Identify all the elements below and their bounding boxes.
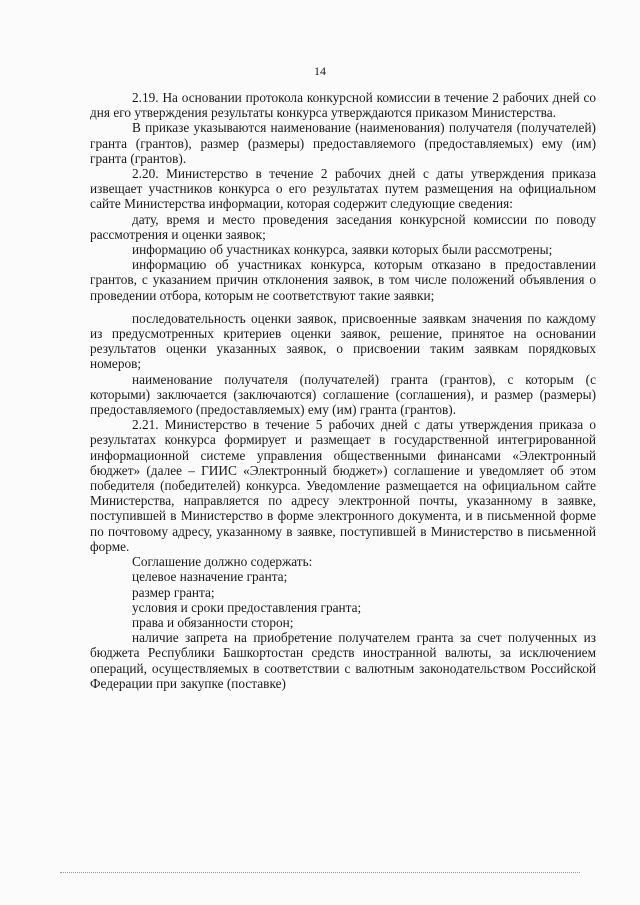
paragraph-order-contents: В приказе указываются наименование (наименования) получателя (получателей) гранта (грантов), размер (размеры) предоставляемого (предоставляемых) ему (им) гранта (грантов). bbox=[90, 120, 596, 166]
paragraph-2-20: 2.20. Министерство в течение 2 рабочих дней с даты утверждения приказа извещает участников конкурса о его результатах путем размещения на официальном сайте Министерства информации, которая содержит следующие сведения: bbox=[90, 166, 596, 212]
list-item-grant-amount: размер гранта; bbox=[132, 584, 215, 600]
document-body bbox=[90, 90, 596, 691]
paragraph-2-21: 2.21. Министерство в течение 5 рабочих дней с даты утверждения приказа о результатах конкурса формирует и размещает в государственной интегрированной информационной системе управления общественными финансами «Электронный бюджет» (далее – ГИИС «Электронный бюджет») соглашение и уведомляет об этом победителя (победителей) конкурса. Уведомление размещается на официальном сайте Министерства, направляется по адресу электронной почты, указанному в заявке, поступившей в Министерство в форме электронного документа, и в письменной форме по почтовому адресу, указанному в заявке, поступившей в Министерство в письменной форме. bbox=[90, 417, 596, 554]
list-item-grant-terms: условия и сроки предоставления гранта; bbox=[132, 599, 362, 615]
page-number: 14 bbox=[314, 64, 326, 78]
list-item-grant-purpose: целевое назначение гранта; bbox=[132, 569, 288, 585]
paragraph-2-19: 2.19. На основании протокола конкурсной комиссии в течение 2 рабочих дней со дня его утверждения результаты конкурса утверждаются приказом Министерства. bbox=[90, 90, 596, 121]
paragraph-agreement-contents: Соглашение должно содержать: bbox=[132, 554, 313, 570]
list-item-meeting-date: дату, время и место проведения заседания конкурсной комиссии по поводу рассмотрения и оценки заявок; bbox=[90, 211, 596, 242]
list-item-participants-reviewed: информацию об участниках конкурса, заявки которых были рассмотрены; bbox=[132, 242, 553, 258]
list-item-grant-recipients: наименование получателя (получателей) гранта (грантов), с которым (с которыми) заключается (заключаются) соглашение (соглашения), и размер (размеры) предоставляемого (предоставляемых) ему (им) гранта (грантов). bbox=[90, 371, 596, 418]
list-item-currency-ban: наличие запрета на приобретение получателем гранта за счет полученных из бюджета Республики Башкортостан средств иностранной валюты, за исключением операций, осуществляемых в соответствии с валютным законодательством Российской Федерации при закупке (поставке) bbox=[90, 630, 596, 691]
list-item-rights-obligations: права и обязанности сторон; bbox=[132, 614, 294, 630]
scan-artifact-line bbox=[60, 872, 580, 873]
list-item-participants-rejected: информацию об участниках конкурса, которым отказано в предоставлении грантов, с указанием причин отклонения заявок, в том числе положений объявления о проведении отбора, которым не соответствуют такие заявки; bbox=[90, 257, 596, 303]
list-item-evaluation-sequence: последовательность оценки заявок, присвоенные заявкам значения по каждому из предусмотренных критериев оценки заявок, решение, принятое на основании результатов оценки указанных заявок, о присвоении таким заявкам порядковых номеров; bbox=[90, 310, 596, 372]
